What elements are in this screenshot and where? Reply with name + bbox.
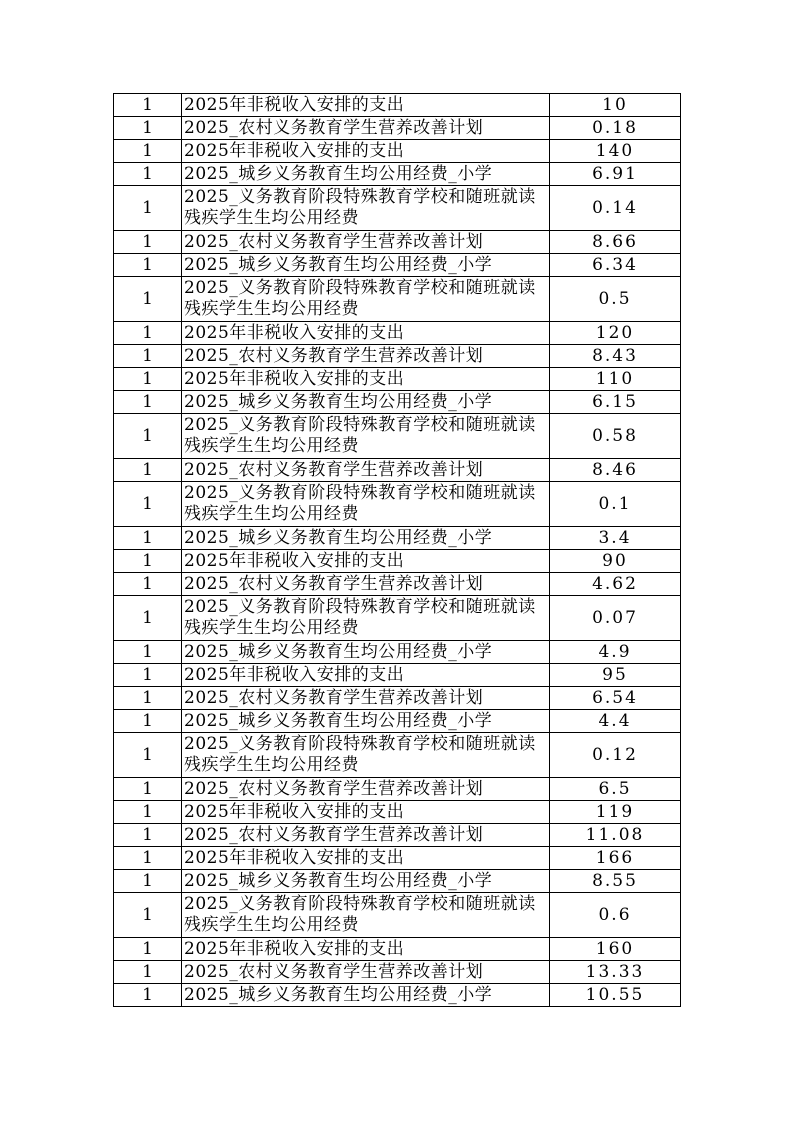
row-amount-cell: 4.4 <box>550 710 681 733</box>
row-index-cell: 1 <box>114 527 182 550</box>
row-amount-cell: 0.14 <box>550 186 681 231</box>
row-amount-cell: 0.5 <box>550 277 681 322</box>
row-index-cell: 1 <box>114 277 182 322</box>
row-item-cell: 2025年非税收入安排的支出 <box>182 938 550 961</box>
row-amount-cell: 0.1 <box>550 482 681 527</box>
row-item-cell: 2025_农村义务教育学生营养改善计划 <box>182 117 550 140</box>
row-item-cell: 2025_农村义务教育学生营养改善计划 <box>182 345 550 368</box>
table-row <box>114 322 681 345</box>
table-row <box>114 186 681 231</box>
row-item-cell: 2025年非税收入安排的支出 <box>182 140 550 163</box>
table-row <box>114 94 681 117</box>
table-row <box>114 961 681 984</box>
table-row <box>114 527 681 550</box>
table-row <box>114 938 681 961</box>
table-row <box>114 231 681 254</box>
row-amount-cell: 10 <box>550 94 681 117</box>
row-item-cell: 2025_农村义务教育学生营养改善计划 <box>182 778 550 801</box>
row-index-cell: 1 <box>114 778 182 801</box>
expenditure-table <box>113 93 681 1007</box>
row-index-cell: 1 <box>114 984 182 1007</box>
table-row <box>114 117 681 140</box>
row-index-cell: 1 <box>114 140 182 163</box>
row-index-cell: 1 <box>114 824 182 847</box>
row-item-cell: 2025_农村义务教育学生营养改善计划 <box>182 231 550 254</box>
row-amount-cell: 3.4 <box>550 527 681 550</box>
row-item-cell: 2025_农村义务教育学生营养改善计划 <box>182 687 550 710</box>
table-row <box>114 140 681 163</box>
row-index-cell: 1 <box>114 961 182 984</box>
row-amount-cell: 0.58 <box>550 414 681 459</box>
table-row <box>114 870 681 893</box>
row-amount-cell: 95 <box>550 664 681 687</box>
row-item-cell: 2025_义务教育阶段特殊教育学校和随班就读残疾学生生均公用经费 <box>182 893 550 938</box>
row-item-cell: 2025_城乡义务教育生均公用经费_小学 <box>182 641 550 664</box>
row-index-cell: 1 <box>114 733 182 778</box>
row-index-cell: 1 <box>114 664 182 687</box>
table-row <box>114 824 681 847</box>
row-index-cell: 1 <box>114 94 182 117</box>
table-row <box>114 687 681 710</box>
table-row <box>114 596 681 641</box>
row-item-cell: 2025_义务教育阶段特殊教育学校和随班就读残疾学生生均公用经费 <box>182 277 550 322</box>
row-index-cell: 1 <box>114 687 182 710</box>
row-item-cell: 2025年非税收入安排的支出 <box>182 368 550 391</box>
row-index-cell: 1 <box>114 847 182 870</box>
row-index-cell: 1 <box>114 186 182 231</box>
row-item-cell: 2025_城乡义务教育生均公用经费_小学 <box>182 870 550 893</box>
row-index-cell: 1 <box>114 938 182 961</box>
row-amount-cell: 8.55 <box>550 870 681 893</box>
row-index-cell: 1 <box>114 117 182 140</box>
table-row <box>114 277 681 322</box>
row-index-cell: 1 <box>114 550 182 573</box>
row-index-cell: 1 <box>114 801 182 824</box>
table-row <box>114 778 681 801</box>
table-row <box>114 163 681 186</box>
row-item-cell: 2025_城乡义务教育生均公用经费_小学 <box>182 984 550 1007</box>
table-row <box>114 550 681 573</box>
row-index-cell: 1 <box>114 163 182 186</box>
row-index-cell: 1 <box>114 391 182 414</box>
row-index-cell: 1 <box>114 893 182 938</box>
row-item-cell: 2025年非税收入安排的支出 <box>182 322 550 345</box>
row-amount-cell: 166 <box>550 847 681 870</box>
row-amount-cell: 11.08 <box>550 824 681 847</box>
row-amount-cell: 0.18 <box>550 117 681 140</box>
row-amount-cell: 90 <box>550 550 681 573</box>
row-item-cell: 2025_义务教育阶段特殊教育学校和随班就读残疾学生生均公用经费 <box>182 733 550 778</box>
table-row <box>114 641 681 664</box>
row-amount-cell: 160 <box>550 938 681 961</box>
table-body <box>114 94 681 1007</box>
row-amount-cell: 4.62 <box>550 573 681 596</box>
table-row <box>114 391 681 414</box>
row-item-cell: 2025_农村义务教育学生营养改善计划 <box>182 961 550 984</box>
row-index-cell: 1 <box>114 710 182 733</box>
row-amount-cell: 0.07 <box>550 596 681 641</box>
row-item-cell: 2025_义务教育阶段特殊教育学校和随班就读残疾学生生均公用经费 <box>182 414 550 459</box>
row-amount-cell: 10.55 <box>550 984 681 1007</box>
row-index-cell: 1 <box>114 870 182 893</box>
row-index-cell: 1 <box>114 345 182 368</box>
row-amount-cell: 120 <box>550 322 681 345</box>
row-item-cell: 2025_城乡义务教育生均公用经费_小学 <box>182 710 550 733</box>
table-row <box>114 893 681 938</box>
row-amount-cell: 6.15 <box>550 391 681 414</box>
table-row <box>114 459 681 482</box>
row-index-cell: 1 <box>114 231 182 254</box>
row-item-cell: 2025年非税收入安排的支出 <box>182 94 550 117</box>
table-row <box>114 984 681 1007</box>
row-index-cell: 1 <box>114 641 182 664</box>
row-amount-cell: 8.66 <box>550 231 681 254</box>
row-item-cell: 2025_城乡义务教育生均公用经费_小学 <box>182 163 550 186</box>
row-item-cell: 2025年非税收入安排的支出 <box>182 550 550 573</box>
table-row <box>114 368 681 391</box>
row-amount-cell: 110 <box>550 368 681 391</box>
table-row <box>114 414 681 459</box>
row-index-cell: 1 <box>114 254 182 277</box>
table-row <box>114 733 681 778</box>
row-amount-cell: 6.54 <box>550 687 681 710</box>
row-amount-cell: 0.12 <box>550 733 681 778</box>
row-amount-cell: 6.34 <box>550 254 681 277</box>
row-amount-cell: 119 <box>550 801 681 824</box>
row-index-cell: 1 <box>114 573 182 596</box>
row-item-cell: 2025_农村义务教育学生营养改善计划 <box>182 573 550 596</box>
table-row <box>114 573 681 596</box>
row-item-cell: 2025年非税收入安排的支出 <box>182 664 550 687</box>
row-amount-cell: 6.5 <box>550 778 681 801</box>
row-amount-cell: 13.33 <box>550 961 681 984</box>
table-row <box>114 254 681 277</box>
row-item-cell: 2025_义务教育阶段特殊教育学校和随班就读残疾学生生均公用经费 <box>182 186 550 231</box>
row-amount-cell: 0.6 <box>550 893 681 938</box>
row-index-cell: 1 <box>114 482 182 527</box>
table-row <box>114 482 681 527</box>
row-amount-cell: 8.46 <box>550 459 681 482</box>
row-item-cell: 2025_农村义务教育学生营养改善计划 <box>182 459 550 482</box>
table-row <box>114 847 681 870</box>
row-item-cell: 2025_义务教育阶段特殊教育学校和随班就读残疾学生生均公用经费 <box>182 596 550 641</box>
row-item-cell: 2025_城乡义务教育生均公用经费_小学 <box>182 254 550 277</box>
row-item-cell: 2025_义务教育阶段特殊教育学校和随班就读残疾学生生均公用经费 <box>182 482 550 527</box>
row-amount-cell: 4.9 <box>550 641 681 664</box>
row-item-cell: 2025_城乡义务教育生均公用经费_小学 <box>182 391 550 414</box>
row-amount-cell: 140 <box>550 140 681 163</box>
row-index-cell: 1 <box>114 459 182 482</box>
row-item-cell: 2025年非税收入安排的支出 <box>182 847 550 870</box>
row-item-cell: 2025年非税收入安排的支出 <box>182 801 550 824</box>
table-row <box>114 801 681 824</box>
table-row <box>114 345 681 368</box>
row-amount-cell: 6.91 <box>550 163 681 186</box>
row-index-cell: 1 <box>114 596 182 641</box>
row-item-cell: 2025_农村义务教育学生营养改善计划 <box>182 824 550 847</box>
row-index-cell: 1 <box>114 368 182 391</box>
row-item-cell: 2025_城乡义务教育生均公用经费_小学 <box>182 527 550 550</box>
expenditure-table-container <box>113 93 681 1007</box>
table-row <box>114 710 681 733</box>
row-amount-cell: 8.43 <box>550 345 681 368</box>
table-row <box>114 664 681 687</box>
row-index-cell: 1 <box>114 414 182 459</box>
row-index-cell: 1 <box>114 322 182 345</box>
